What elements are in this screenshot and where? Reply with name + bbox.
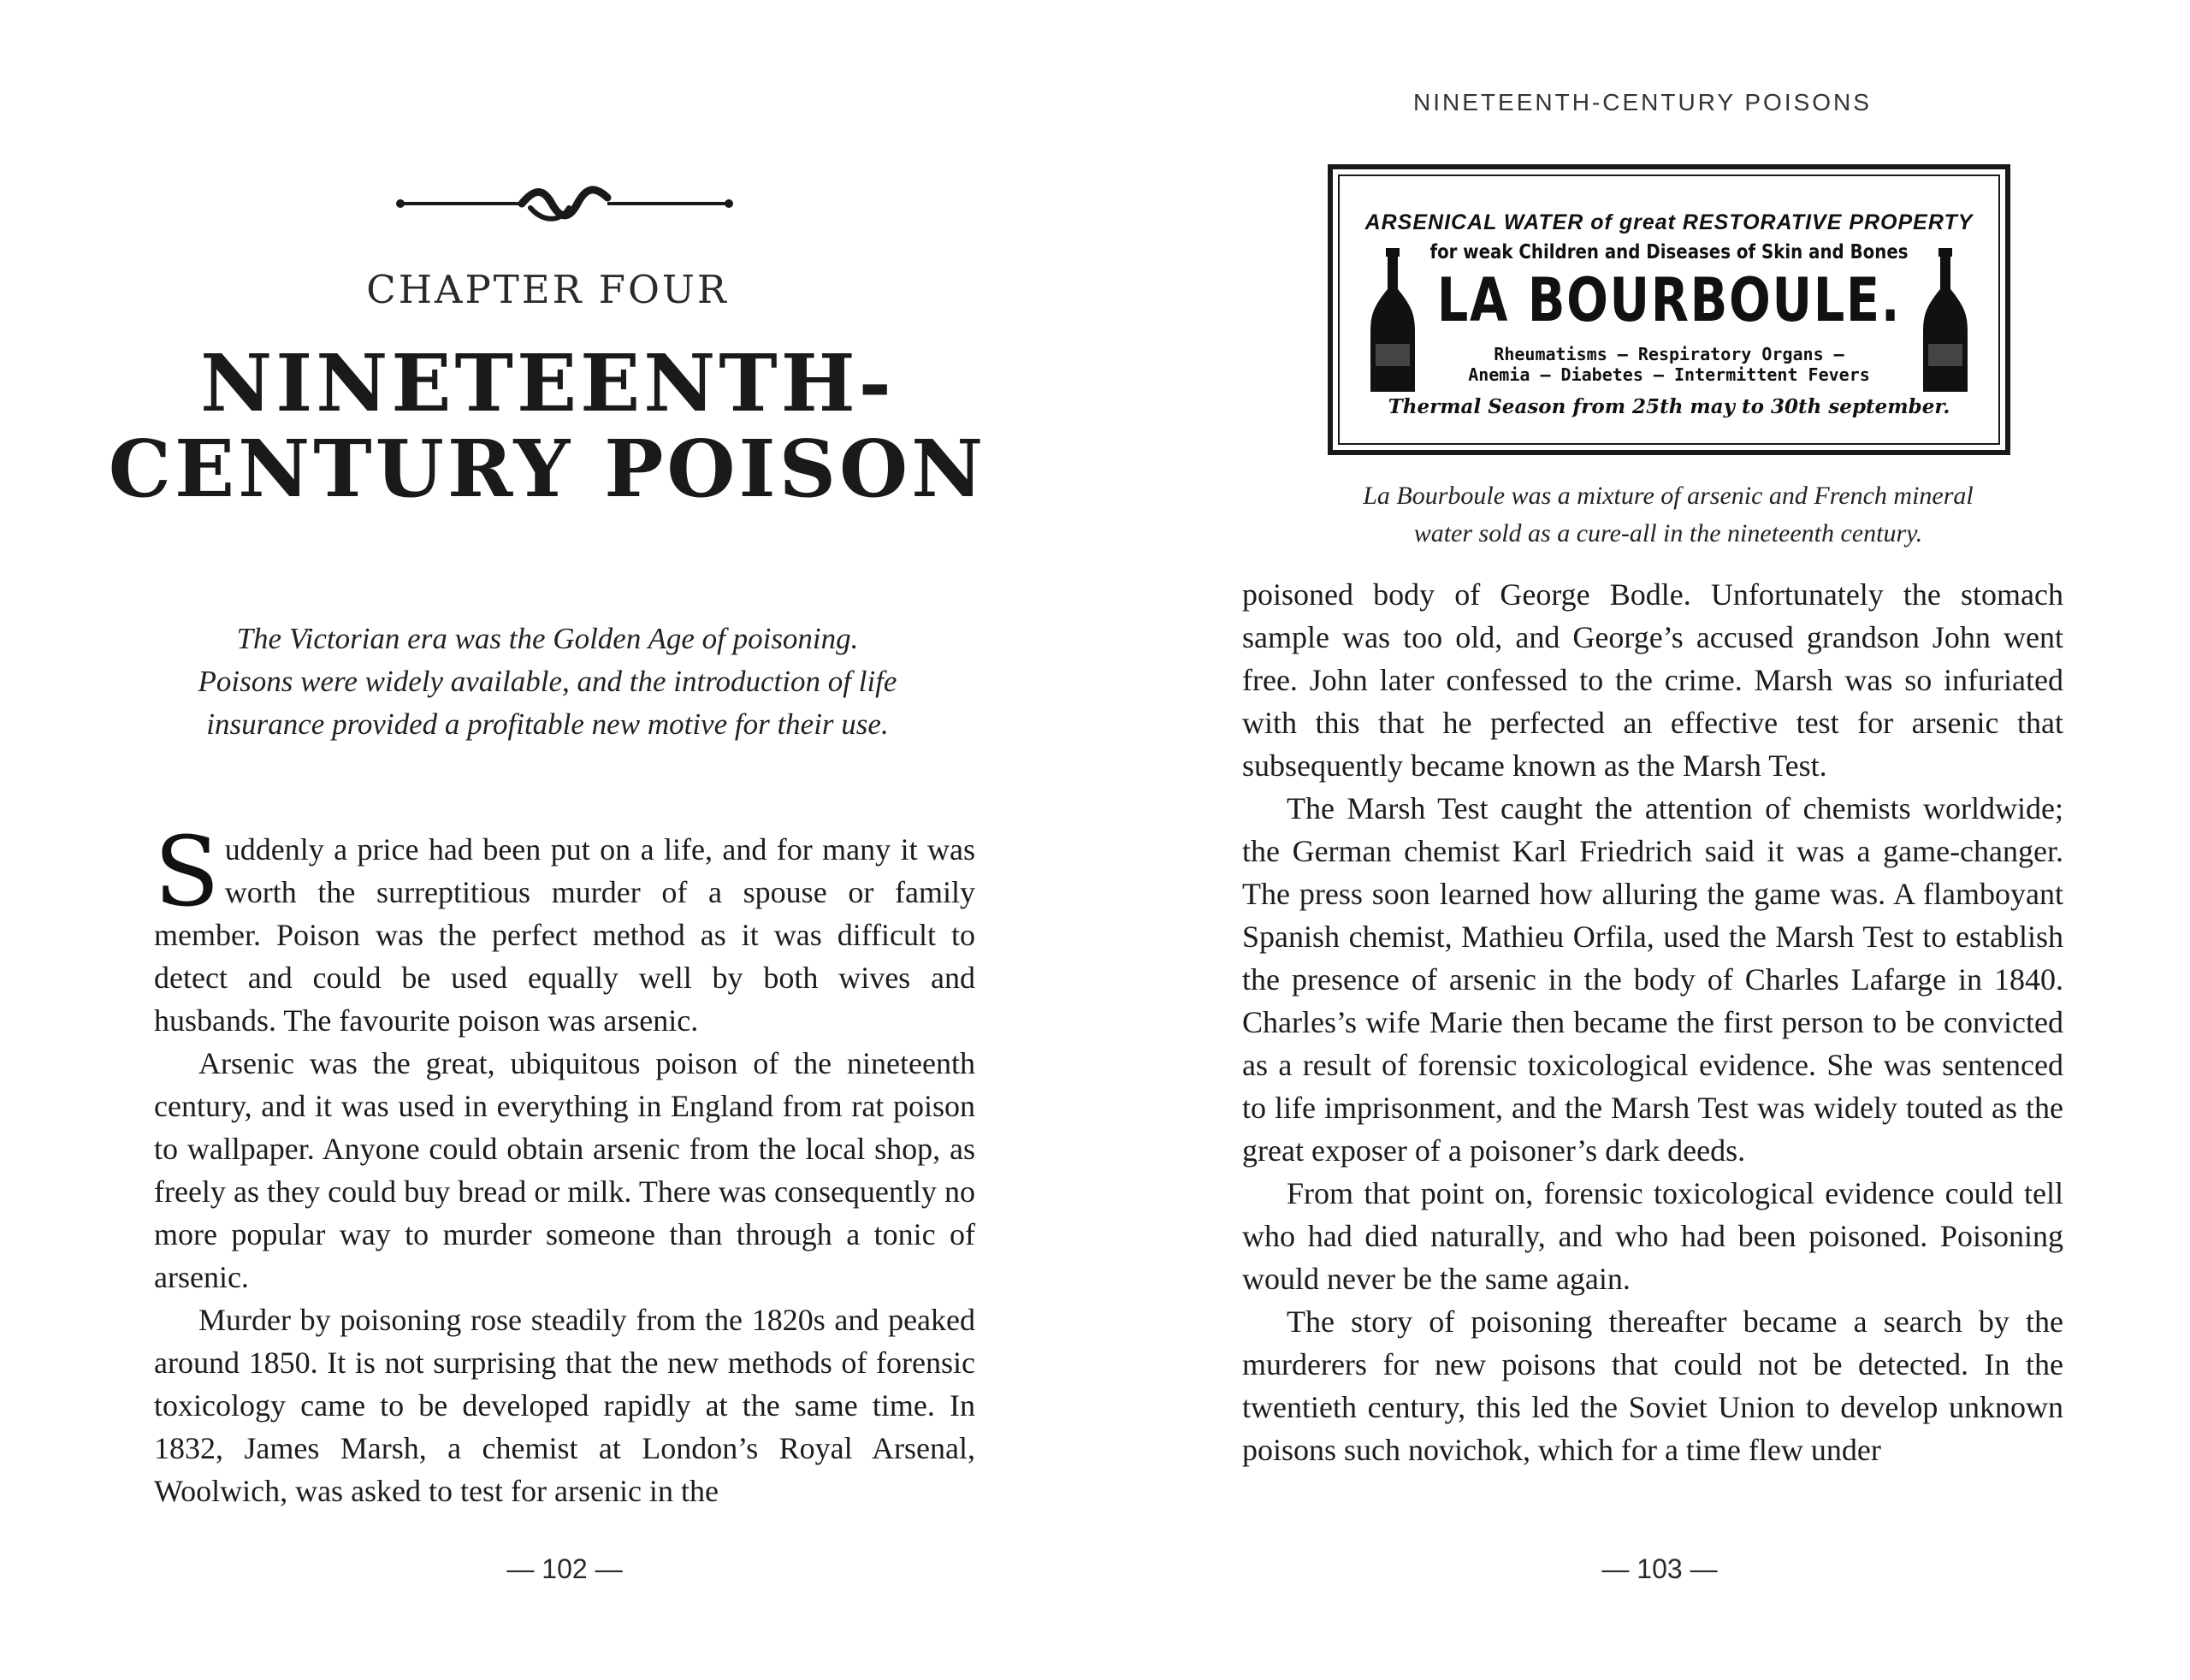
drop-cap: S (154, 817, 220, 928)
right-body-text (1242, 573, 2063, 1471)
body-paragraph: poisoned body of George Bodle. Unfortunately the stomach sample was too old, and George’s accused grandson John went free. John later confessed to the crime. Marsh was so infuriated with this that he perfected an effective test for arsenic that subsequently became known as the Marsh Test. (1242, 577, 2063, 783)
advert-ailments: Rheumatisms — Respiratory Organs — (1494, 344, 1844, 364)
page-number: — 103 — (1601, 1553, 1718, 1584)
advert-headline: ARSENICAL WATER of great RESTORATIVE PROPERTY (1364, 210, 1974, 234)
chapter-title (0, 337, 1095, 515)
advertisement-inner (1338, 175, 2000, 445)
advert-subline: for weak Children and Diseases of Skin and Bones (1429, 241, 1909, 263)
epigraph (154, 618, 941, 746)
advertisement-image (1328, 164, 2010, 455)
epigraph-line: insurance provided a profitable new motive for their use. (206, 707, 889, 741)
paragraph-text: uddenly a price had been put on a life, and for many it was worth the surreptitious murder of a spouse or family member. Poison was the perfect method as it was difficult to detect and could be used equally well by both wives and husbands. The favourite poison was arsenic. (154, 832, 975, 1038)
advert-ailments: Anemia — Diabetes — Intermittent Fevers (1468, 364, 1870, 385)
chapter-title-line: NINETEENTH- (200, 337, 895, 429)
advert-brand: LA BOURBOULE. (1436, 265, 1902, 335)
body-paragraph: Murder by poisoning rose steadily from the 1820s and peaked around 1850. It is not surprising that the new methods of forensic toxicology came to be developed rapidly at the same time. In 1832, James Marsh, a chemist at London’s Royal Arsenal, Woolwich, was asked to test for arsenic in the (154, 1303, 975, 1508)
advert-season: Thermal Season from 25th may to 30th september. (1388, 395, 1950, 418)
page-number: — 102 — (506, 1553, 623, 1584)
image-caption (1317, 477, 2019, 553)
caption-line: water sold as a cure-all in the nineteenth century. (1413, 519, 1923, 547)
body-paragraph: The Marsh Test caught the attention of chemists worldwide; the German chemist Karl Friedrich said it was a game-changer. The press soon learned how alluring the game was. A flamboyant Spanish chemist, Mathieu Orfila, used the Marsh Test to establish the presence of arsenic in the body of Charles Lafarge in 1840. Charles’s wife Marie then became the first person to be convicted as a result of forensic toxicological evidence. She was sentenced to life imprisonment, and the Marsh Test was widely touted as the great exposer of a poisoner’s dark deeds. (1242, 791, 2063, 1168)
chapter-title-line: CENTURY POISON (108, 423, 987, 515)
caption-line: La Bourboule was a mixture of arsenic and French mineral (1363, 482, 1974, 510)
chapter-label: CHAPTER FOUR (366, 267, 729, 312)
epigraph-line: Poisons were widely available, and the introduction of life (198, 665, 897, 698)
body-paragraph: The story of poisoning thereafter became a search by the murderers for new poisons that could not be detected. In the twentieth century, this led the Soviet Union to develop unknown poisons such novichok, which for a time flew under (1242, 1304, 2063, 1467)
right-page (1095, 0, 2190, 1680)
body-paragraph: Arsenic was the great, ubiquitous poison of the nineteenth century, and it was used in everything in England from rat poison to wallpaper. Anyone could obtain arsenic from the local shop, as freely as they could buy bread or milk. There was consequently no more popular way to murder someone than through a tonic of arsenic. (154, 1046, 975, 1294)
running-head: NINETEENTH-CENTURY POISONS (1413, 89, 1872, 115)
body-paragraph: From that point on, forensic toxicological evidence could tell who had died naturally, and who had been poisoned. Poisoning would never be the same again. (1242, 1176, 2063, 1296)
epigraph-line: The Victorian era was the Golden Age of poisoning. (236, 622, 859, 655)
body-paragraph (154, 817, 975, 1042)
left-body-text (154, 817, 975, 1512)
serpent-ornament-icon (394, 175, 736, 232)
